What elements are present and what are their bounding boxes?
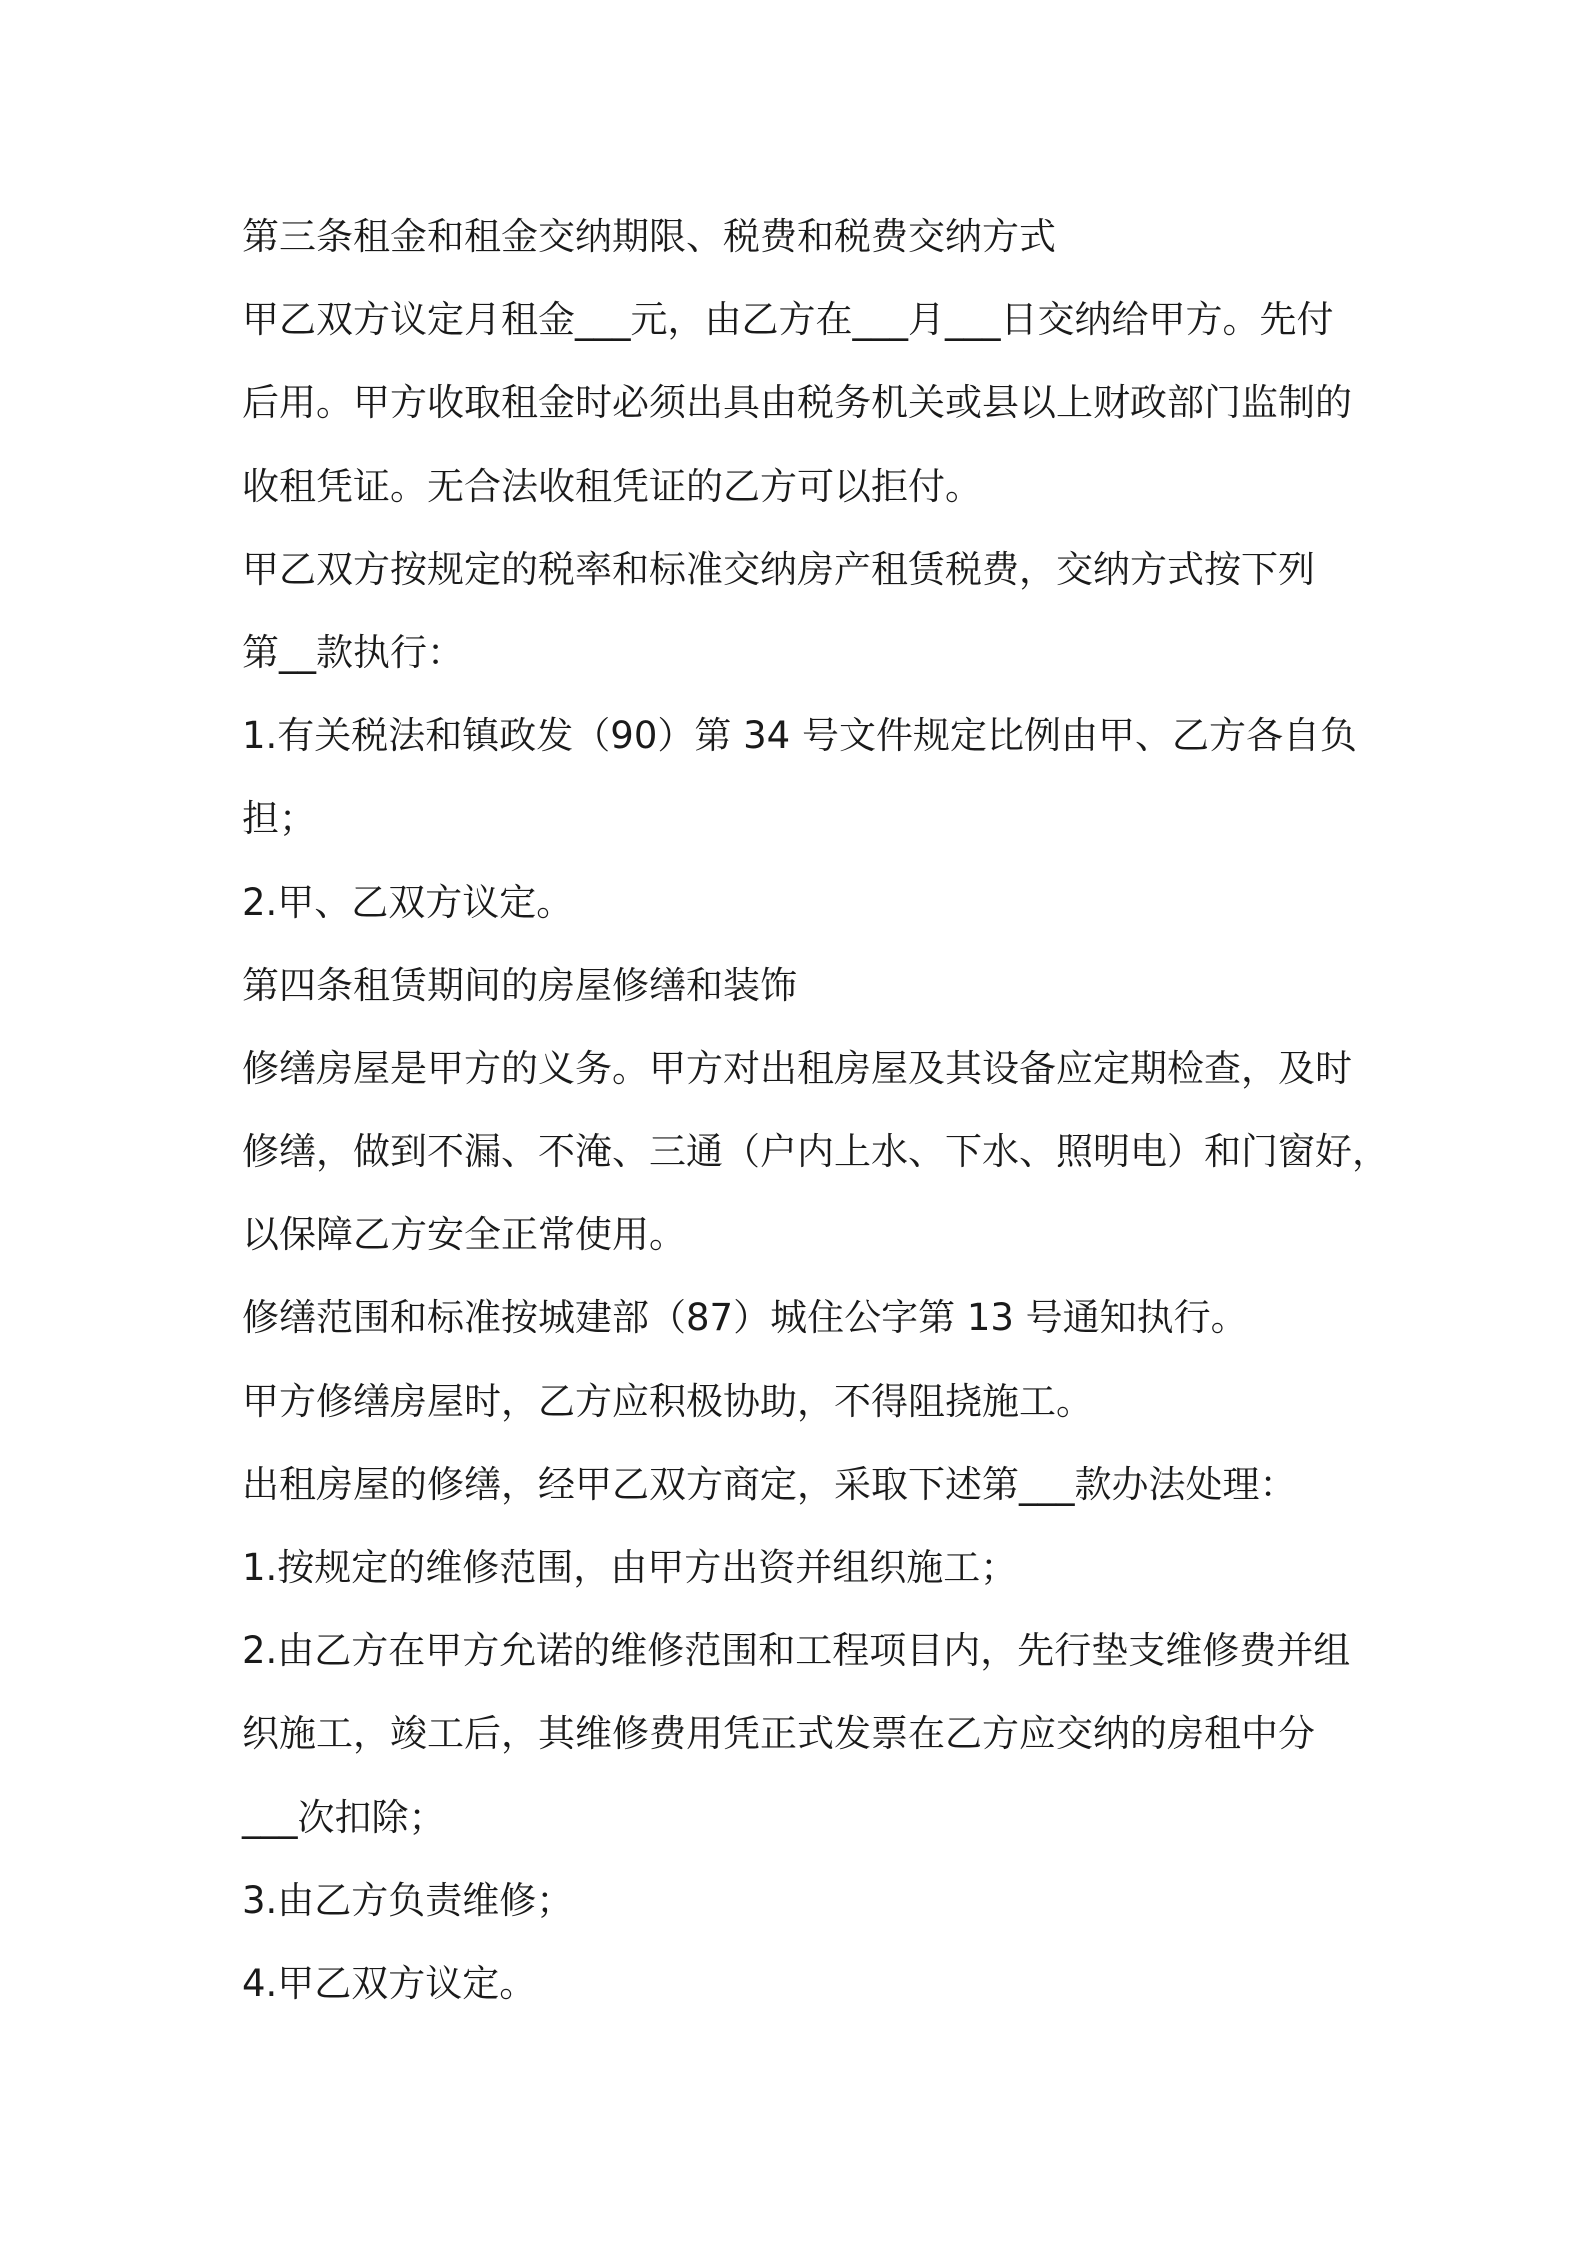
text-line: 修缮，做到不漏、不淹、三通（户内上水、下水、照明电）和门窗好，	[242, 1130, 1389, 1174]
list-item: 4.甲乙双方议定。	[242, 1961, 537, 2005]
text-line: 修缮范围和标准按城建部（87）城住公字第 13 号通知执行。	[242, 1296, 1248, 1340]
text-line: 出租房屋的修缮，经甲乙双方商定，采取下述第___款办法处理：	[242, 1462, 1297, 1506]
text-line: 甲方修缮房屋时，乙方应积极协助，不得阻挠施工。	[242, 1379, 1093, 1423]
text-line: 修缮房屋是甲方的义务。甲方对出租房屋及其设备应定期检查，及时	[242, 1046, 1352, 1090]
list-item: 1.有关税法和镇政发（90）第 34 号文件规定比例由甲、乙方各自负	[242, 714, 1357, 758]
text-line: 后用。甲方收取租金时必须出具由税务机关或县以上财政部门监制的	[242, 381, 1352, 425]
list-item: 2.由乙方在甲方允诺的维修范围和工程项目内，先行垫支维修费并组	[242, 1629, 1351, 1673]
text-line: 担；	[242, 797, 316, 841]
text-line: 甲乙双方按规定的税率和标准交纳房产租赁税费，交纳方式按下列	[242, 547, 1315, 591]
text-line: 甲乙双方议定月租金___元，由乙方在___月___日交纳给甲方。先付	[242, 298, 1334, 342]
article-3-heading: 第三条租金和租金交纳期限、税费和税费交纳方式	[242, 215, 1056, 258]
list-item: 2.甲、乙双方议定。	[242, 880, 574, 924]
article-4-heading: 第四条租赁期间的房屋修缮和装饰	[242, 963, 797, 1007]
document-body	[242, 195, 1389, 2025]
list-item: 1.按规定的维修范围，由甲方出资并组织施工；	[242, 1546, 1018, 1589]
list-item: 3.由乙方负责维修；	[242, 1878, 574, 1922]
text-line: 织施工，竣工后，其维修费用凭正式发票在乙方应交纳的房租中分	[242, 1712, 1315, 1756]
text-line: ___次扣除；	[242, 1795, 446, 1839]
text-line: 收租凭证。无合法收租凭证的乙方可以拒付。	[242, 464, 982, 508]
text-line: 第__款执行：	[242, 630, 464, 674]
text-line: 以保障乙方安全正常使用。	[242, 1213, 686, 1257]
